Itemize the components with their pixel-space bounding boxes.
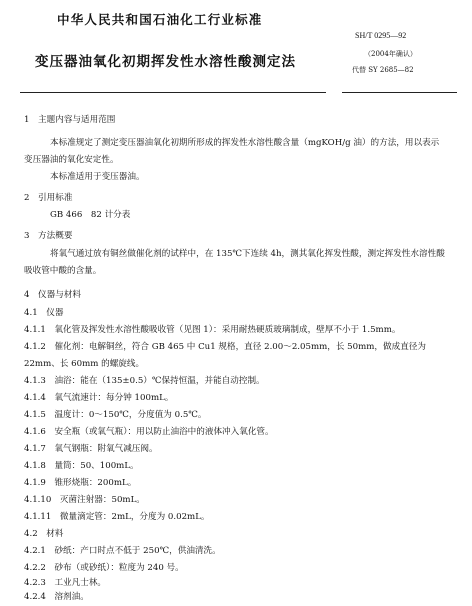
section-4-item: 4.2 材料 — [24, 529, 64, 539]
issuing-org-header: 中华人民共和国石油化工行业标准 — [57, 12, 263, 27]
section-4-item: 4.1.7 氧气钢瓶：附氧气减压阀。 — [24, 444, 158, 454]
header-rule-left — [20, 92, 326, 93]
section-4-item: 4.1 仪器 — [24, 308, 64, 318]
section-3-heading: 3 方法概要 — [24, 231, 73, 241]
section-2-paragraph-1: GB 466 82 计分表 — [50, 210, 131, 220]
section-1-paragraph-2: 本标准适用于变压器油。 — [50, 172, 145, 182]
section-4-item: 4.2.1 砂纸：产口时点不低于 250℃，供油清洗。 — [24, 546, 221, 556]
section-4-item: 4.1.5 温度计：0～150℃，分度值为 0.5℃。 — [24, 410, 207, 420]
section-4-item: 4.1.3 油浴：能在（135±0.5）℃保持恒温，并能自动控制。 — [24, 376, 265, 386]
section-4-item: 4.1.8 量筒：50、100mL。 — [24, 461, 139, 471]
standard-revision: （2004年确认） — [364, 50, 417, 58]
section-1-paragraph-1: 本标准规定了测定变压器油氧化初期所形成的挥发性水溶性酸含量（mgKOH/g 油）的方法，用以表示变压器油的氧化安定性。 — [24, 138, 440, 165]
section-2-heading: 2 引用标准 — [24, 193, 73, 203]
section-4-item: 4.1.1 氧化管及挥发性水溶性酸吸收管（见图 1）：采用耐热硬质玻璃制成，壁厚不小于 1.5mm。 — [24, 325, 401, 335]
section-4-item: 4.1.6 安全瓶（或氧气瓶）：用以防止油浴中的液体冲入氧化管。 — [24, 427, 274, 437]
section-4-item: 4.2.3 工业凡士林。 — [24, 578, 107, 588]
header-rule-right — [342, 92, 457, 93]
section-4-item: 4.2.2 砂布（或砂纸）：粒度为 240 号。 — [24, 563, 184, 573]
section-4-item: 4.1.4 氧气流速计：每分钟 100mL。 — [24, 393, 174, 403]
standard-number: SH/T 0295—92 — [355, 31, 407, 40]
section-4-item: 4.1.11 微量滴定管：2mL，分度为 0.02mL。 — [24, 512, 210, 522]
section-4-item: 4.1.2 催化剂：电解铜丝，符合 GB 465 中 Cu1 规格，直径 2.00～2.05mm，长 50mm，做成直径为 22mm、长 60mm 的螺旋线。 — [24, 342, 426, 369]
section-4-heading: 4 仪器与材料 — [24, 290, 82, 300]
section-4-item: 4.2.4 溶剂油。 — [24, 592, 89, 602]
replaces-standard: 代替 SY 2685—82 — [352, 66, 414, 74]
section-4-item: 4.1.10 灭菌注射器：50mL。 — [24, 495, 145, 505]
document-title: 变压器油氧化初期挥发性水溶性酸测定法 — [35, 54, 296, 70]
section-3-paragraph-1: 将氧气通过放有铜丝做催化剂的试样中，在 135℃下连续 4h，测其氧化挥发性酸，测定挥发性水溶性酸吸收管中酸的含量。 — [24, 249, 445, 276]
section-1-heading: 1 主题内容与适用范围 — [24, 115, 116, 125]
section-4-item: 4.1.9 锥形烧瓶：200mL。 — [24, 478, 137, 488]
